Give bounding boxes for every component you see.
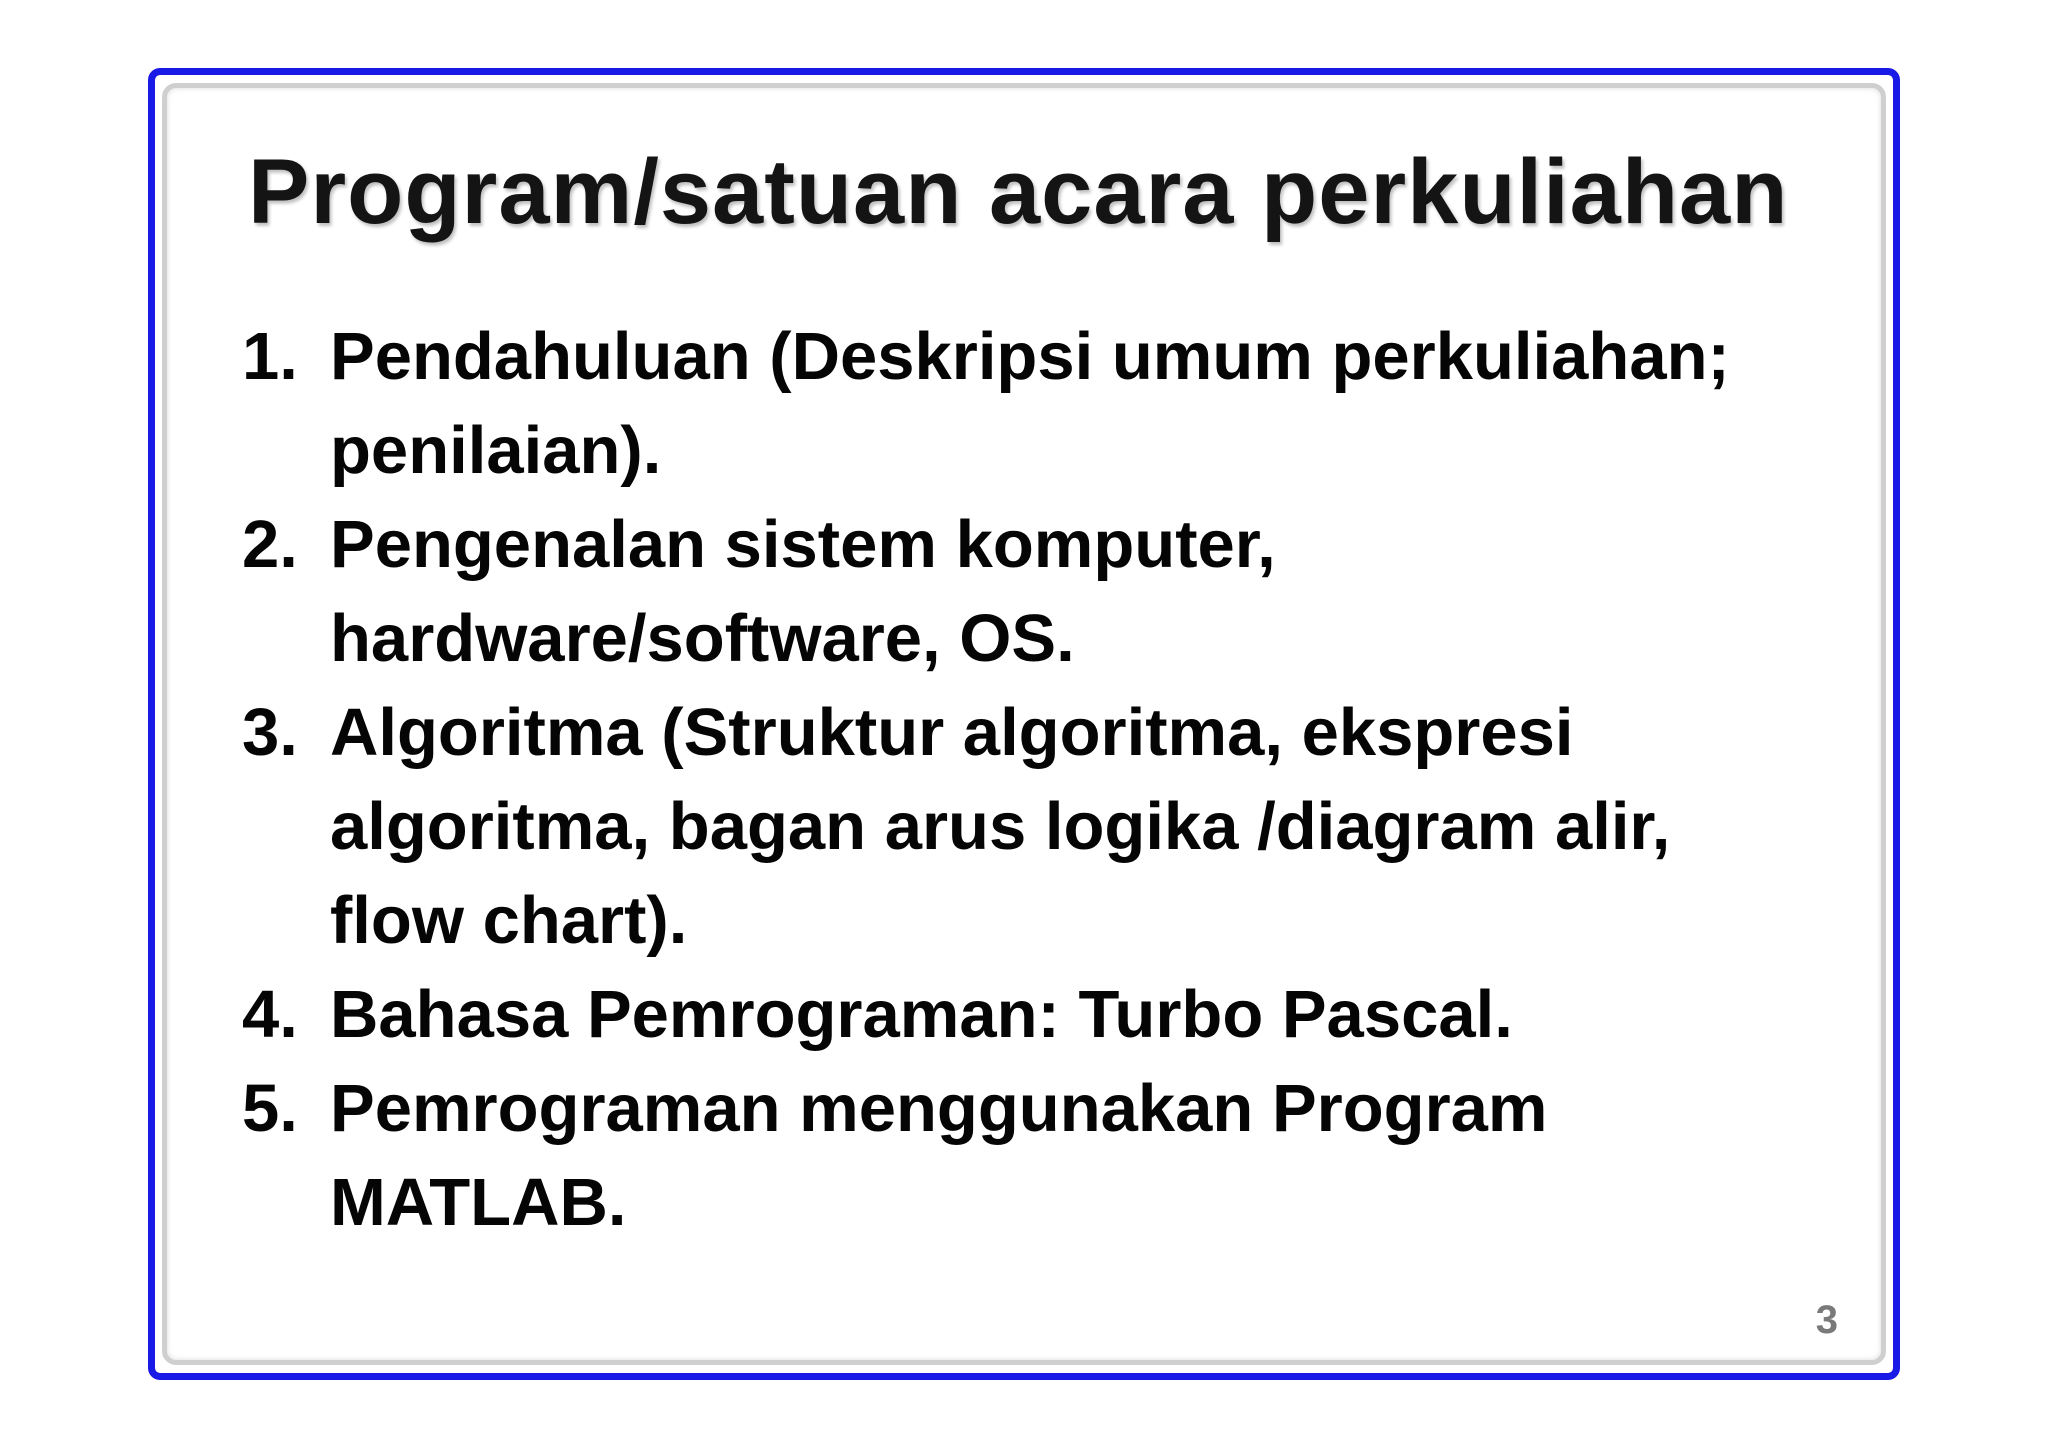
agenda-item-5 [242,1062,1762,1250]
agenda-list [242,310,1762,1250]
agenda-item-text: Bahasa Pemrograman: Turbo Pascal. [330,977,1513,1052]
agenda-item-text: Pengenalan sistem komputer, hardware/software, OS. [330,507,1276,676]
agenda-item-text: Pendahuluan (Deskripsi umum perkuliahan; penilaian). [330,319,1730,488]
agenda-item-number: 3. [242,695,298,770]
agenda-item-2 [242,498,1762,686]
agenda-item-text: Pemrograman menggunakan Program MATLAB. [330,1071,1548,1240]
agenda-item-number: 2. [242,507,298,582]
agenda-item-number: 1. [242,319,298,394]
agenda-item-4 [242,968,1762,1062]
slide-title: Program/satuan acara perkuliahan [248,141,1789,243]
agenda-item-text: Algoritma (Struktur algoritma, ekspresi algoritma, bagan arus logika /diagram alir, flow chart). [330,695,1671,958]
page-number: 3 [1815,1298,1838,1342]
agenda-item-1 [242,310,1762,498]
agenda-item-number: 4. [242,977,298,1052]
agenda-item-3 [242,686,1762,968]
agenda-item-number: 5. [242,1071,298,1146]
